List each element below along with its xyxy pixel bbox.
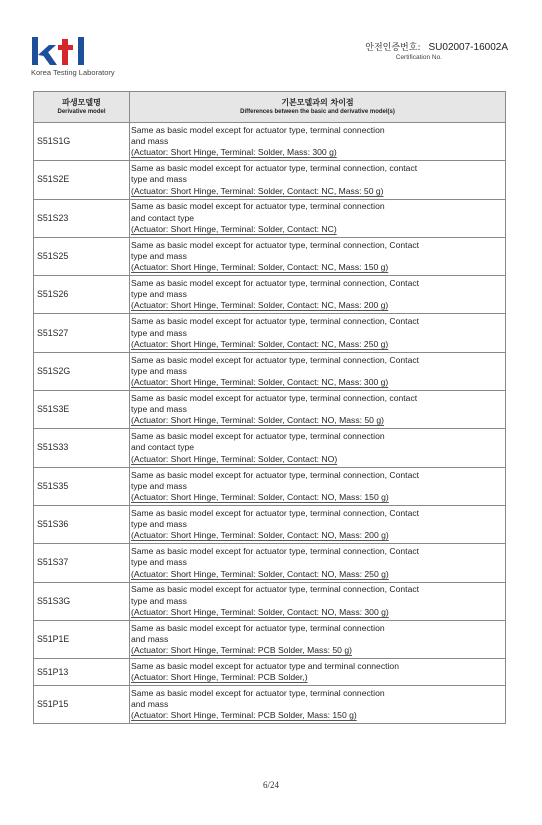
difference-description-cell [130, 276, 506, 314]
description-line: Same as basic model except for actuator type, terminal connection [131, 622, 385, 633]
description-line: and mass [131, 136, 169, 147]
model-name-cell: S51S37 [34, 544, 130, 582]
difference-description-cell [130, 352, 506, 390]
model-name-cell: S51S3G [34, 582, 130, 620]
description-line: type and mass [131, 480, 187, 491]
model-name-cell: S51P15 [34, 686, 130, 724]
description-line: Same as basic model except for actuator type, terminal connection, Contact [131, 354, 420, 365]
table-row [34, 686, 506, 724]
description-line: (Actuator: Short Hinge, Terminal: PCB Solder, Mass: 50 g) [131, 645, 352, 656]
description-line: and mass [131, 633, 169, 644]
description-line: Same as basic model except for actuator type, terminal connection [131, 124, 385, 135]
header-derivative-model [34, 92, 130, 123]
certification-number: SU02007-16002A [428, 42, 508, 53]
difference-description-cell [130, 314, 506, 352]
description-line: (Actuator: Short Hinge, Terminal: PCB Solder,) [131, 672, 308, 683]
table-row [34, 429, 506, 467]
description-line: (Actuator: Short Hinge, Terminal: PCB Solder, Mass: 150 g) [131, 710, 357, 721]
model-name-cell: S51S26 [34, 276, 130, 314]
derivative-model-table [33, 91, 506, 724]
description-line: (Actuator: Short Hinge, Terminal: Solder, Contact: NC, Mass: 300 g) [131, 377, 389, 388]
ktl-logo-mark [30, 36, 150, 70]
difference-description-cell [130, 123, 506, 161]
logo-letter-t-stem [62, 39, 68, 65]
header-differences-en: Differences between the basic and derivative model(s) [240, 109, 395, 115]
description-line: (Actuator: Short Hinge, Terminal: Solder, Contact: NO, Mass: 250 g) [131, 568, 389, 579]
description-line: (Actuator: Short Hinge, Terminal: Solder, Contact: NC, Mass: 200 g) [131, 300, 389, 311]
model-name-cell: S51S2G [34, 352, 130, 390]
certification-number-line [365, 40, 508, 53]
description-line: and contact type [131, 212, 195, 223]
difference-description-cell [130, 199, 506, 237]
table-body [34, 123, 506, 724]
description-line: Same as basic model except for actuator type, terminal connection, Contact [131, 507, 420, 518]
logo-letter-k-leg [42, 52, 57, 65]
table-row [34, 659, 506, 686]
description-line: Same as basic model except for actuator type, terminal connection, Contact [131, 278, 420, 289]
model-name-cell: S51S33 [34, 429, 130, 467]
description-line: type and mass [131, 404, 187, 415]
model-name-cell: S51P13 [34, 659, 130, 686]
description-line: Same as basic model except for actuator type, terminal connection [131, 688, 385, 698]
difference-description-cell [130, 391, 506, 429]
model-name-cell: S51S35 [34, 467, 130, 505]
description-line: (Actuator: Short Hinge, Terminal: Solder, Contact: NO, Mass: 50 g) [131, 415, 384, 426]
table-row [34, 314, 506, 352]
header-differences [130, 92, 506, 123]
description-line: type and mass [131, 174, 187, 185]
description-line: (Actuator: Short Hinge, Terminal: Solder, Contact: NC, Mass: 150 g) [131, 262, 389, 273]
model-name-cell: S51S27 [34, 314, 130, 352]
description-line: Same as basic model except for actuator type, terminal connection, Contact [131, 239, 420, 250]
certification-label-en: Certification No. [395, 54, 442, 61]
table-row [34, 123, 506, 161]
description-line: (Actuator: Short Hinge, Terminal: Solder, Contact: NO, Mass: 200 g) [131, 530, 389, 541]
description-line: type and mass [131, 519, 187, 530]
table-row [34, 391, 506, 429]
model-name-cell: S51S2E [34, 161, 130, 199]
description-line: and contact type [131, 442, 195, 453]
table-row [34, 276, 506, 314]
description-line: Same as basic model except for actuator type, terminal connection, Contact [131, 546, 420, 557]
description-line: (Actuator: Short Hinge, Terminal: Solder, Contact: NC, Mass: 50 g) [131, 185, 384, 196]
description-line: Same as basic model except for actuator type, terminal connection [131, 431, 385, 442]
header-derivative-model-ko: 파생모델명 [62, 98, 101, 107]
description-line: Same as basic model except for actuator type, terminal connection, Contact [131, 469, 420, 480]
table-row [34, 544, 506, 582]
description-line: type and mass [131, 557, 187, 568]
description-line: (Actuator: Short Hinge, Terminal: Solder, Contact: NC) [131, 223, 337, 234]
table-row [34, 505, 506, 543]
description-line: (Actuator: Short Hinge, Terminal: Solder, Contact: NO, Mass: 300 g) [131, 606, 389, 617]
description-line: type and mass [131, 327, 187, 338]
difference-description-cell [130, 429, 506, 467]
difference-description-cell [130, 686, 506, 724]
description-line: type and mass [131, 365, 187, 376]
description-line: (Actuator: Short Hinge, Terminal: Solder, Contact: NO, Mass: 150 g) [131, 491, 389, 502]
difference-description-cell [130, 620, 506, 658]
table-row [34, 620, 506, 658]
difference-description-cell [130, 505, 506, 543]
table-row [34, 582, 506, 620]
description-line: Same as basic model except for actuator type and terminal connection [131, 660, 399, 671]
model-name-cell: S51S25 [34, 237, 130, 275]
difference-description-cell [130, 544, 506, 582]
description-line: (Actuator: Short Hinge, Terminal: Solder, Contact: NO) [131, 453, 338, 464]
description-line: Same as basic model except for actuator type, terminal connection, contact [131, 163, 418, 174]
model-name-cell: S51S36 [34, 505, 130, 543]
description-line: Same as basic model except for actuator type, terminal connection, Contact [131, 584, 420, 595]
difference-description-cell [130, 467, 506, 505]
model-name-cell: S51P1E [34, 620, 130, 658]
table-row [34, 161, 506, 199]
difference-description-cell [130, 582, 506, 620]
header-differences-ko: 기본모델과의 차이점 [281, 98, 354, 107]
table-row [34, 199, 506, 237]
logo-letter-l-stem [78, 37, 84, 65]
model-name-cell: S51S23 [34, 199, 130, 237]
certification-block [365, 40, 508, 61]
difference-description-cell [130, 161, 506, 199]
header-derivative-model-en: Derivative model [57, 109, 106, 115]
description-line: type and mass [131, 595, 187, 606]
description-line: Same as basic model except for actuator type, terminal connection, Contact [131, 316, 420, 327]
description-line: and mass [131, 699, 169, 710]
difference-description-cell [130, 237, 506, 275]
logo-letter-t-bar [58, 45, 73, 50]
certification-label-ko: 안전인증번호: [365, 43, 421, 53]
description-line: (Actuator: Short Hinge, Terminal: Solder, Contact: NC, Mass: 250 g) [131, 338, 389, 349]
logo-subtitle: Korea Testing Laboratory [31, 68, 115, 77]
model-name-cell: S51S1G [34, 123, 130, 161]
page-number: 6/24 [262, 780, 279, 790]
model-name-cell: S51S3E [34, 391, 130, 429]
table-header-row [34, 92, 506, 123]
logo-letter-k-stem [32, 37, 38, 65]
description-line: (Actuator: Short Hinge, Terminal: Solder, Mass: 300 g) [131, 147, 337, 158]
difference-description-cell [130, 659, 506, 686]
table-row [34, 237, 506, 275]
description-line: type and mass [131, 250, 187, 261]
table-row [34, 467, 506, 505]
table-row [34, 352, 506, 390]
description-line: Same as basic model except for actuator type, terminal connection, contact [131, 392, 418, 403]
description-line: type and mass [131, 289, 187, 300]
description-line: Same as basic model except for actuator type, terminal connection [131, 201, 385, 212]
